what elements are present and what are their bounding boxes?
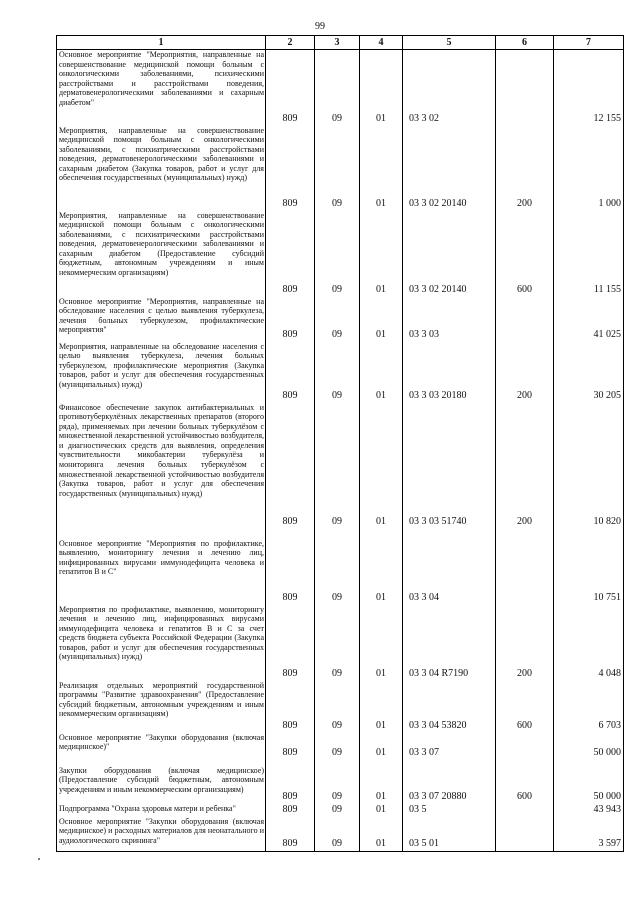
row-expense-type: 200 bbox=[496, 126, 554, 211]
row-section: 09 bbox=[315, 681, 360, 733]
table-row bbox=[57, 403, 624, 529]
row-amount: 41 025 bbox=[554, 297, 624, 342]
table-row bbox=[57, 529, 624, 605]
page-number: 99 bbox=[315, 21, 325, 32]
row-target-article: 03 3 02 20140 bbox=[403, 211, 496, 297]
table-row bbox=[57, 605, 624, 681]
row-subsection: 01 bbox=[360, 211, 403, 297]
row-ministry-code: 809 bbox=[266, 211, 315, 297]
row-section: 09 bbox=[315, 760, 360, 804]
row-description: Основное мероприятие "Мероприятия, направленные на обследование населения с целью выявления туберкулеза, лечения больных туберкулезом, профилактические мероприятия" bbox=[57, 297, 266, 342]
row-section: 09 bbox=[315, 297, 360, 342]
scan-speck bbox=[0, 0, 2, 10]
row-expense-type bbox=[496, 50, 554, 126]
row-description: Финансовое обеспечение закупок антибактериальных и противотуберкулёзных лекарственных препаратов (второго ряда), применяемых при лечении больных туберкулёзом с множественной лекарственной устойчивостью возбудителя, и диагностических средств для выявления, определения чувствительности микобактерии туберкулёза и мониторинга лечения больных туберкулёзом с множественной лекарственной устойчивостью возбудителя (Закупка товаров, работ и услуг для обеспечения государственных (муниципальных) нужд) bbox=[57, 403, 266, 529]
row-target-article: 03 3 03 51740 bbox=[403, 403, 496, 529]
col-header-4: 4 bbox=[360, 36, 403, 50]
table-row bbox=[57, 733, 624, 760]
row-subsection: 01 bbox=[360, 529, 403, 605]
row-description: Реализация отдельных мероприятий государственной программы "Развитие здравоохранения" (Предоставление субсидий бюджетным, автономным учреждениям и иным некоммерческим организациям) bbox=[57, 681, 266, 733]
row-amount: 1 000 bbox=[554, 126, 624, 211]
budget-table bbox=[56, 35, 624, 852]
row-section: 09 bbox=[315, 342, 360, 403]
table-row bbox=[57, 760, 624, 804]
row-subsection: 01 bbox=[360, 50, 403, 126]
row-target-article: 03 3 02 bbox=[403, 50, 496, 126]
row-amount: 43 943 bbox=[554, 804, 624, 817]
row-section: 09 bbox=[315, 211, 360, 297]
row-section: 09 bbox=[315, 50, 360, 126]
row-amount: 10 820 bbox=[554, 403, 624, 529]
row-target-article: 03 3 02 20140 bbox=[403, 126, 496, 211]
row-section: 09 bbox=[315, 403, 360, 529]
row-ministry-code: 809 bbox=[266, 733, 315, 760]
row-subsection: 01 bbox=[360, 403, 403, 529]
row-target-article: 03 3 07 bbox=[403, 733, 496, 760]
col-header-3: 3 bbox=[315, 36, 360, 50]
row-description: Мероприятия, направленные на совершенствование медицинской помощи больным с онкологическими заболеваниями, с психиатрическими расстройствами поведения, дерматовенерологическими заболеваниями и сахарным диабетом (Закупка товаров, работ и услуг для обеспечения государственных (муниципальных) нужд) bbox=[57, 126, 266, 211]
row-amount: 50 000 bbox=[554, 733, 624, 760]
row-description: Закупки оборудования (включая медицинское) (Предоставление субсидий бюджетным, автономным учреждениям и иным некоммерческим организациям) bbox=[57, 760, 266, 804]
row-section: 09 bbox=[315, 529, 360, 605]
row-expense-type bbox=[496, 804, 554, 817]
row-amount: 11 155 bbox=[554, 211, 624, 297]
row-target-article: 03 3 04 R7190 bbox=[403, 605, 496, 681]
table-row bbox=[57, 342, 624, 403]
row-expense-type: 600 bbox=[496, 211, 554, 297]
row-expense-type: 600 bbox=[496, 681, 554, 733]
row-amount: 3 597 bbox=[554, 817, 624, 852]
row-expense-type bbox=[496, 817, 554, 852]
table-row bbox=[57, 50, 624, 126]
row-amount: 50 000 bbox=[554, 760, 624, 804]
row-description: Мероприятия, направленные на совершенствование медицинской помощи больным с онкологическими заболеваниями, с психиатрическими расстройствами поведения, дерматовенерологическими заболеваниями и сахарным диабетом (Предоставление субсидий бюджетным, автономным учреждениям и иным некоммерческим организациям) bbox=[57, 211, 266, 297]
row-expense-type: 200 bbox=[496, 605, 554, 681]
table-row bbox=[57, 297, 624, 342]
col-header-5: 5 bbox=[403, 36, 496, 50]
scan-dot bbox=[38, 858, 40, 860]
row-ministry-code: 809 bbox=[266, 342, 315, 403]
table-row bbox=[57, 817, 624, 852]
row-target-article: 03 5 01 bbox=[403, 817, 496, 852]
row-amount: 12 155 bbox=[554, 50, 624, 126]
col-header-1: 1 bbox=[57, 36, 266, 50]
row-expense-type bbox=[496, 297, 554, 342]
row-description: Мероприятия по профилактике, выявлению, мониторингу лечения и лечению лиц, инфицированных вирусами иммунодефицита человека и гепатитов B и C за счет средств бюджета субъекта Российской Федерации (Закупка товаров, работ и услуг для обеспечения государственных (муниципальных) нужд) bbox=[57, 605, 266, 681]
row-section: 09 bbox=[315, 126, 360, 211]
row-target-article: 03 3 07 20880 bbox=[403, 760, 496, 804]
row-expense-type: 200 bbox=[496, 403, 554, 529]
row-subsection: 01 bbox=[360, 605, 403, 681]
row-subsection: 01 bbox=[360, 760, 403, 804]
row-expense-type bbox=[496, 529, 554, 605]
row-ministry-code: 809 bbox=[266, 126, 315, 211]
row-subsection: 01 bbox=[360, 733, 403, 760]
row-description: Основное мероприятие "Мероприятия по профилактике, выявлению, мониторингу лечения и лечению лиц, инфицированных вирусами иммунодефицита человека и гепатитов B и C" bbox=[57, 529, 266, 605]
col-header-7: 7 bbox=[554, 36, 624, 50]
table-row bbox=[57, 804, 624, 817]
row-target-article: 03 3 04 53820 bbox=[403, 681, 496, 733]
row-amount: 6 703 bbox=[554, 681, 624, 733]
row-target-article: 03 3 03 20180 bbox=[403, 342, 496, 403]
row-ministry-code: 809 bbox=[266, 804, 315, 817]
row-description: Мероприятия, направленные на обследование населения с целью выявления туберкулеза, лечения больных туберкулезом, профилактические мероприятия (Закупка товаров, работ и услуг для обеспечения государственных (муниципальных) нужд) bbox=[57, 342, 266, 403]
row-amount: 4 048 bbox=[554, 605, 624, 681]
row-ministry-code: 809 bbox=[266, 50, 315, 126]
row-ministry-code: 809 bbox=[266, 403, 315, 529]
row-subsection: 01 bbox=[360, 804, 403, 817]
row-ministry-code: 809 bbox=[266, 297, 315, 342]
header-row bbox=[57, 36, 624, 50]
col-header-2: 2 bbox=[266, 36, 315, 50]
row-amount: 30 205 bbox=[554, 342, 624, 403]
row-subsection: 01 bbox=[360, 297, 403, 342]
row-section: 09 bbox=[315, 605, 360, 681]
row-ministry-code: 809 bbox=[266, 605, 315, 681]
row-ministry-code: 809 bbox=[266, 529, 315, 605]
row-target-article: 03 5 bbox=[403, 804, 496, 817]
row-subsection: 01 bbox=[360, 817, 403, 852]
row-target-article: 03 3 04 bbox=[403, 529, 496, 605]
row-description: Подпрограмма "Охрана здоровья матери и ребенка" bbox=[57, 804, 266, 817]
row-description: Основное мероприятие "Закупки оборудования (включая медицинское)" bbox=[57, 733, 266, 760]
row-ministry-code: 809 bbox=[266, 681, 315, 733]
row-description: Основное мероприятие "Мероприятия, направленные на совершенствование медицинской помощи больным с онкологическими заболеваниями, психическими расстройствами и расстройствами поведения, дерматовенерологическими заболеваниями и сахарным диабетом" bbox=[57, 50, 266, 126]
row-expense-type bbox=[496, 733, 554, 760]
col-header-6: 6 bbox=[496, 36, 554, 50]
row-section: 09 bbox=[315, 733, 360, 760]
table-row bbox=[57, 211, 624, 297]
table-row bbox=[57, 126, 624, 211]
row-target-article: 03 3 03 bbox=[403, 297, 496, 342]
row-description: Основное мероприятие "Закупки оборудования (включая медицинское) и расходных материалов для неонатального и аудиологического скрининга" bbox=[57, 817, 266, 852]
row-subsection: 01 bbox=[360, 342, 403, 403]
row-expense-type: 200 bbox=[496, 342, 554, 403]
row-ministry-code: 809 bbox=[266, 817, 315, 852]
row-section: 09 bbox=[315, 804, 360, 817]
row-section: 09 bbox=[315, 817, 360, 852]
row-subsection: 01 bbox=[360, 126, 403, 211]
table-row bbox=[57, 681, 624, 733]
row-expense-type: 600 bbox=[496, 760, 554, 804]
row-ministry-code: 809 bbox=[266, 760, 315, 804]
row-amount: 10 751 bbox=[554, 529, 624, 605]
row-subsection: 01 bbox=[360, 681, 403, 733]
